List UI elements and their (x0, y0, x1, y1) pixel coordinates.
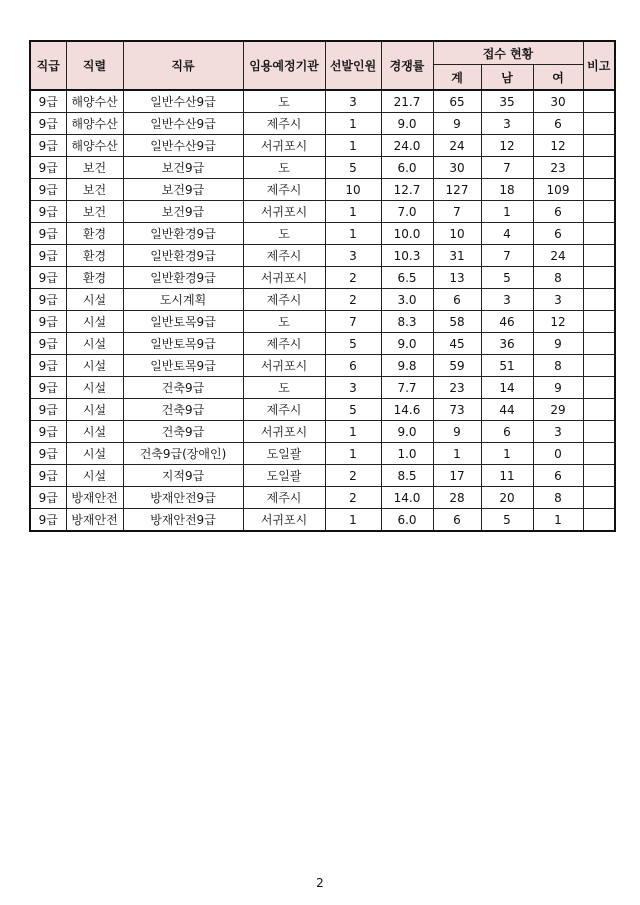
cell-quota: 5 (325, 333, 381, 355)
table-row (30, 487, 615, 509)
cell-quota: 1 (325, 201, 381, 223)
cell-note (583, 245, 615, 267)
header-ratio: 경쟁률 (381, 41, 433, 90)
cell-grade: 9급 (30, 245, 66, 267)
cell-female: 6 (533, 465, 583, 487)
recruitment-table-wrapper (29, 40, 616, 532)
cell-total: 31 (433, 245, 481, 267)
cell-total: 6 (433, 289, 481, 311)
cell-female: 3 (533, 289, 583, 311)
cell-series: 해양수산 (66, 113, 123, 135)
cell-quota: 5 (325, 399, 381, 421)
cell-agency: 제주시 (243, 289, 325, 311)
table-body (30, 90, 615, 531)
cell-ratio: 14.0 (381, 487, 433, 509)
header-quota: 선발인원 (325, 41, 381, 90)
cell-series: 방재안전 (66, 487, 123, 509)
cell-ratio: 7.0 (381, 201, 433, 223)
cell-grade: 9급 (30, 377, 66, 399)
cell-grade: 9급 (30, 421, 66, 443)
cell-ratio: 8.5 (381, 465, 433, 487)
table-row (30, 399, 615, 421)
cell-male: 51 (481, 355, 533, 377)
cell-quota: 1 (325, 223, 381, 245)
cell-male: 36 (481, 333, 533, 355)
cell-ratio: 9.0 (381, 421, 433, 443)
cell-ratio: 3.0 (381, 289, 433, 311)
cell-quota: 3 (325, 377, 381, 399)
cell-female: 1 (533, 509, 583, 532)
cell-series: 시설 (66, 421, 123, 443)
cell-female: 6 (533, 201, 583, 223)
cell-male: 44 (481, 399, 533, 421)
cell-grade: 9급 (30, 113, 66, 135)
cell-total: 59 (433, 355, 481, 377)
cell-series: 보건 (66, 201, 123, 223)
cell-quota: 10 (325, 179, 381, 201)
table-header (30, 41, 615, 90)
cell-ratio: 6.5 (381, 267, 433, 289)
cell-series: 해양수산 (66, 135, 123, 157)
cell-grade: 9급 (30, 487, 66, 509)
cell-total: 23 (433, 377, 481, 399)
cell-quota: 3 (325, 245, 381, 267)
cell-female: 9 (533, 333, 583, 355)
cell-category: 일반환경9급 (123, 223, 243, 245)
cell-note (583, 443, 615, 465)
cell-male: 46 (481, 311, 533, 333)
header-note: 비고 (583, 41, 615, 90)
cell-agency: 제주시 (243, 487, 325, 509)
cell-quota: 2 (325, 465, 381, 487)
cell-grade: 9급 (30, 289, 66, 311)
cell-female: 23 (533, 157, 583, 179)
cell-ratio: 12.7 (381, 179, 433, 201)
cell-ratio: 10.0 (381, 223, 433, 245)
table-row (30, 113, 615, 135)
table-row (30, 90, 615, 113)
cell-quota: 5 (325, 157, 381, 179)
cell-quota: 6 (325, 355, 381, 377)
cell-grade: 9급 (30, 355, 66, 377)
cell-female: 29 (533, 399, 583, 421)
cell-ratio: 9.8 (381, 355, 433, 377)
cell-ratio: 9.0 (381, 333, 433, 355)
cell-series: 시설 (66, 399, 123, 421)
cell-note (583, 333, 615, 355)
cell-male: 7 (481, 245, 533, 267)
cell-ratio: 24.0 (381, 135, 433, 157)
table-row (30, 311, 615, 333)
cell-quota: 1 (325, 135, 381, 157)
cell-note (583, 201, 615, 223)
table-row (30, 157, 615, 179)
table-row (30, 465, 615, 487)
cell-total: 9 (433, 421, 481, 443)
cell-total: 9 (433, 113, 481, 135)
header-category: 직류 (123, 41, 243, 90)
cell-quota: 3 (325, 90, 381, 113)
cell-total: 73 (433, 399, 481, 421)
cell-category: 건축9급 (123, 421, 243, 443)
cell-grade: 9급 (30, 157, 66, 179)
cell-quota: 2 (325, 289, 381, 311)
cell-ratio: 6.0 (381, 157, 433, 179)
cell-male: 18 (481, 179, 533, 201)
cell-category: 방재안전9급 (123, 509, 243, 532)
cell-female: 6 (533, 223, 583, 245)
cell-total: 30 (433, 157, 481, 179)
cell-note (583, 399, 615, 421)
cell-male: 7 (481, 157, 533, 179)
cell-female: 8 (533, 487, 583, 509)
header-agency: 임용예정기관 (243, 41, 325, 90)
cell-category: 일반환경9급 (123, 245, 243, 267)
cell-female: 24 (533, 245, 583, 267)
cell-category: 건축9급(장애인) (123, 443, 243, 465)
cell-agency: 서귀포시 (243, 509, 325, 532)
cell-note (583, 509, 615, 532)
cell-male: 1 (481, 443, 533, 465)
cell-grade: 9급 (30, 201, 66, 223)
cell-series: 환경 (66, 267, 123, 289)
cell-quota: 1 (325, 113, 381, 135)
cell-agency: 도 (243, 157, 325, 179)
cell-category: 일반수산9급 (123, 135, 243, 157)
cell-quota: 7 (325, 311, 381, 333)
cell-male: 3 (481, 113, 533, 135)
cell-male: 5 (481, 267, 533, 289)
cell-male: 12 (481, 135, 533, 157)
cell-agency: 제주시 (243, 113, 325, 135)
cell-male: 20 (481, 487, 533, 509)
cell-total: 7 (433, 201, 481, 223)
table-row (30, 289, 615, 311)
cell-female: 30 (533, 90, 583, 113)
cell-male: 5 (481, 509, 533, 532)
cell-category: 일반토목9급 (123, 355, 243, 377)
cell-series: 시설 (66, 355, 123, 377)
cell-note (583, 113, 615, 135)
cell-quota: 2 (325, 487, 381, 509)
header-total: 계 (433, 65, 481, 91)
cell-grade: 9급 (30, 333, 66, 355)
cell-series: 시설 (66, 377, 123, 399)
header-female: 여 (533, 65, 583, 91)
cell-category: 일반수산9급 (123, 113, 243, 135)
cell-total: 28 (433, 487, 481, 509)
cell-category: 건축9급 (123, 377, 243, 399)
cell-note (583, 90, 615, 113)
cell-series: 보건 (66, 179, 123, 201)
cell-note (583, 487, 615, 509)
cell-series: 시설 (66, 333, 123, 355)
cell-ratio: 21.7 (381, 90, 433, 113)
cell-total: 13 (433, 267, 481, 289)
cell-series: 환경 (66, 245, 123, 267)
cell-category: 건축9급 (123, 399, 243, 421)
cell-category: 도시계획 (123, 289, 243, 311)
table-row (30, 355, 615, 377)
table-row (30, 443, 615, 465)
cell-agency: 도 (243, 223, 325, 245)
cell-series: 보건 (66, 157, 123, 179)
table-row (30, 421, 615, 443)
cell-male: 4 (481, 223, 533, 245)
cell-note (583, 179, 615, 201)
cell-grade: 9급 (30, 179, 66, 201)
cell-note (583, 157, 615, 179)
cell-series: 해양수산 (66, 90, 123, 113)
cell-male: 14 (481, 377, 533, 399)
header-male: 남 (481, 65, 533, 91)
cell-male: 1 (481, 201, 533, 223)
cell-note (583, 135, 615, 157)
page-number: 2 (316, 876, 324, 890)
cell-male: 6 (481, 421, 533, 443)
cell-grade: 9급 (30, 509, 66, 532)
cell-grade: 9급 (30, 135, 66, 157)
cell-series: 시설 (66, 289, 123, 311)
cell-series: 시설 (66, 443, 123, 465)
cell-agency: 서귀포시 (243, 267, 325, 289)
recruitment-table (29, 40, 616, 532)
cell-male: 3 (481, 289, 533, 311)
cell-male: 35 (481, 90, 533, 113)
cell-agency: 도일괄 (243, 465, 325, 487)
cell-category: 일반토목9급 (123, 311, 243, 333)
cell-female: 6 (533, 113, 583, 135)
cell-quota: 1 (325, 443, 381, 465)
cell-grade: 9급 (30, 223, 66, 245)
cell-grade: 9급 (30, 267, 66, 289)
cell-series: 방재안전 (66, 509, 123, 532)
cell-grade: 9급 (30, 311, 66, 333)
cell-category: 일반토목9급 (123, 333, 243, 355)
cell-grade: 9급 (30, 90, 66, 113)
cell-ratio: 7.7 (381, 377, 433, 399)
cell-note (583, 421, 615, 443)
cell-agency: 제주시 (243, 245, 325, 267)
cell-male: 11 (481, 465, 533, 487)
cell-series: 시설 (66, 465, 123, 487)
header-series: 직렬 (66, 41, 123, 90)
cell-agency: 제주시 (243, 399, 325, 421)
header-grade: 직급 (30, 41, 66, 90)
cell-female: 109 (533, 179, 583, 201)
cell-female: 12 (533, 135, 583, 157)
cell-agency: 도일괄 (243, 443, 325, 465)
cell-note (583, 311, 615, 333)
cell-category: 보건9급 (123, 157, 243, 179)
cell-ratio: 1.0 (381, 443, 433, 465)
table-row (30, 223, 615, 245)
cell-total: 10 (433, 223, 481, 245)
cell-note (583, 289, 615, 311)
cell-series: 환경 (66, 223, 123, 245)
cell-agency: 제주시 (243, 333, 325, 355)
cell-note (583, 223, 615, 245)
cell-ratio: 10.3 (381, 245, 433, 267)
cell-total: 127 (433, 179, 481, 201)
table-row (30, 333, 615, 355)
cell-quota: 2 (325, 267, 381, 289)
cell-note (583, 355, 615, 377)
cell-female: 3 (533, 421, 583, 443)
cell-category: 일반환경9급 (123, 267, 243, 289)
cell-ratio: 9.0 (381, 113, 433, 135)
cell-agency: 서귀포시 (243, 135, 325, 157)
table-row (30, 179, 615, 201)
table-row (30, 267, 615, 289)
cell-ratio: 14.6 (381, 399, 433, 421)
cell-female: 8 (533, 355, 583, 377)
table-row (30, 509, 615, 532)
cell-ratio: 8.3 (381, 311, 433, 333)
cell-agency: 도 (243, 90, 325, 113)
cell-total: 58 (433, 311, 481, 333)
cell-category: 보건9급 (123, 179, 243, 201)
cell-note (583, 267, 615, 289)
table-row (30, 245, 615, 267)
header-applicants: 접수 현황 (433, 41, 583, 65)
cell-category: 보건9급 (123, 201, 243, 223)
cell-series: 시설 (66, 311, 123, 333)
cell-female: 0 (533, 443, 583, 465)
table-row (30, 201, 615, 223)
cell-total: 6 (433, 509, 481, 532)
cell-agency: 서귀포시 (243, 355, 325, 377)
cell-total: 1 (433, 443, 481, 465)
cell-note (583, 465, 615, 487)
cell-quota: 1 (325, 421, 381, 443)
cell-agency: 제주시 (243, 179, 325, 201)
table-row (30, 135, 615, 157)
cell-agency: 도 (243, 377, 325, 399)
cell-grade: 9급 (30, 443, 66, 465)
cell-category: 방재안전9급 (123, 487, 243, 509)
cell-agency: 서귀포시 (243, 201, 325, 223)
cell-note (583, 377, 615, 399)
cell-agency: 서귀포시 (243, 421, 325, 443)
cell-total: 45 (433, 333, 481, 355)
cell-grade: 9급 (30, 399, 66, 421)
table-row (30, 377, 615, 399)
cell-category: 지적9급 (123, 465, 243, 487)
cell-total: 65 (433, 90, 481, 113)
cell-grade: 9급 (30, 465, 66, 487)
cell-quota: 1 (325, 509, 381, 532)
cell-ratio: 6.0 (381, 509, 433, 532)
cell-female: 8 (533, 267, 583, 289)
cell-total: 17 (433, 465, 481, 487)
cell-category: 일반수산9급 (123, 90, 243, 113)
cell-female: 9 (533, 377, 583, 399)
cell-total: 24 (433, 135, 481, 157)
cell-female: 12 (533, 311, 583, 333)
cell-agency: 도 (243, 311, 325, 333)
